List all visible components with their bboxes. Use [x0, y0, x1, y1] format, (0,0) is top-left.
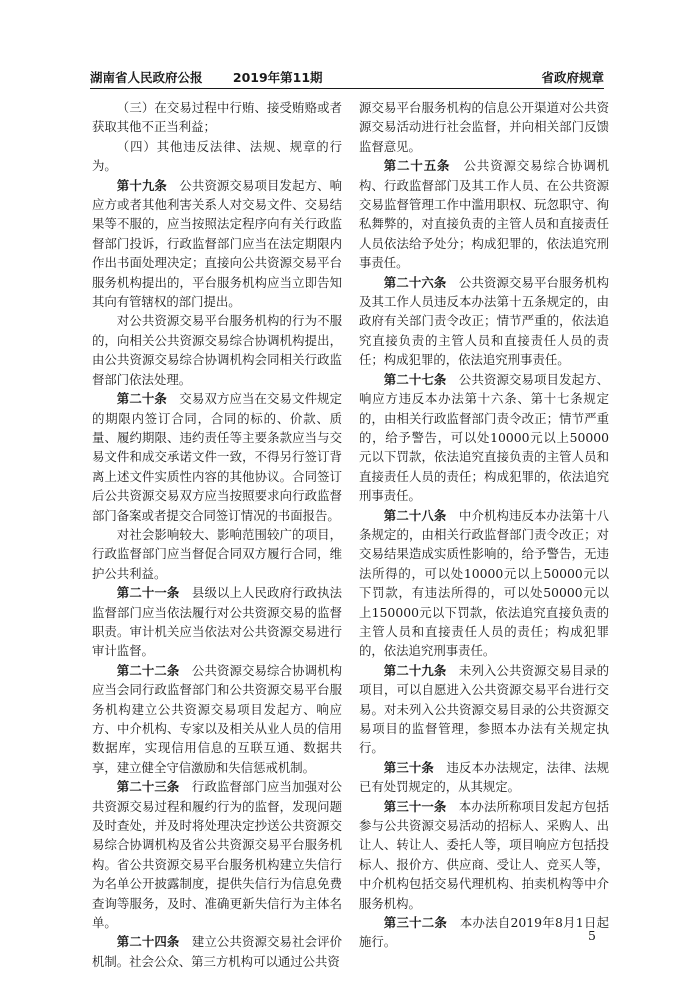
- article-text: 县级以上人民政府行政执法监督部门应当依法履行对公共资源交易的监督职责。审计机关应当依法对公共资源交易进行审计监督。: [92, 585, 343, 659]
- article-number: 第二十五条: [383, 158, 451, 174]
- paragraph: [359, 506, 609, 661]
- paragraph: [359, 797, 609, 913]
- paragraph: [92, 98, 342, 137]
- paragraph: [92, 389, 342, 525]
- article-text: （三）在交易过程中行贿、接受贿赂或者获取其他不正当利益；: [92, 100, 342, 135]
- paragraph: [92, 137, 342, 176]
- article-text: 公共资源交易综合协调机构应当会同行政监督部门和公共资源交易平台服务机构建立公共资源交易项目发起方、响应方、中介机构、专家以及相关从业人员的信用数据库，实现信用信息的互联互通、数据共享，建立健全守信激励和失信惩戒机制。: [92, 662, 343, 775]
- article-number: 第二十二条: [116, 662, 180, 678]
- paragraph: [92, 661, 342, 777]
- article-text: 本办法自2019年8月1日起施行。: [359, 915, 610, 950]
- paragraph: [92, 176, 342, 312]
- journal-title: 湖南省人民政府公报: [90, 70, 203, 85]
- article-text: 违反本办法规定，法律、法规已有处罚规定的，从其规定。: [359, 759, 610, 795]
- article-number: 第二十六条: [383, 274, 447, 290]
- left-column: [92, 98, 342, 971]
- paragraph: [359, 370, 609, 506]
- article-text: 源交易平台服务机构的信息公开渠道对公共资源交易活动进行社会监督，并向相关部门反馈监督意见。: [359, 100, 609, 154]
- article-text: 行政监督部门应当加强对公共资源交易过程和履约行为的监督，发现问题及时查处，并及时将处理决定抄送公共资源交易综合协调机构及省公共资源交易平台服务机构。省公共资源交易平台服务机构建立失信行为名单公开披露制度，提供失信行为信息免费查询等服务，及时、准确更新失信行为主体名单。: [92, 779, 343, 931]
- article-number: 第二十条: [116, 391, 167, 407]
- paragraph: [92, 583, 342, 661]
- page-number: 5: [588, 928, 596, 943]
- header-left: [90, 68, 349, 86]
- issue-number: 2019年第11期: [232, 70, 323, 85]
- article-text: 建立公共资源交易社会评价机制。社会公众、第三方机构可以通过公共资: [92, 934, 343, 969]
- paragraph: [359, 156, 609, 272]
- article-number: 第三十二条: [383, 915, 448, 931]
- article-text: 公共资源交易平台服务机构及其工作人员违反本办法第十五条规定的，由政府有关部门责令改正；情节严重的，依法追究直接负责的主管人员和直接责任人员的责任；构成犯罪的，依法追究刑事责任。: [359, 274, 610, 368]
- paragraph: [92, 525, 342, 583]
- paragraph: [359, 913, 609, 952]
- article-number: 第二十一条: [116, 585, 180, 601]
- article-text: 交易双方应当在交易文件规定的期限内签订合同，合同的标的、价款、质量、履约期限、违约责任等主要条款应当与交易文件和成交承诺文件一致，不得另行签订背离上述文件实质性内容的其他协议。合同签订后公共资源交易双方应当按照要求向行政监督部门备案或者提交合同签订情况的书面报告。: [92, 391, 343, 523]
- article-number: 第二十四条: [116, 934, 180, 950]
- paragraph: [359, 98, 609, 156]
- article-text: 本办法所称项目发起方包括参与公共资源交易活动的招标人、采购人、出让人、转让人、委托人等，项目响应方包括投标人、报价方、供应商、受让人、竞买人等，中介机构包括交易代理机构、拍卖机构等中介服务机构。: [359, 798, 610, 911]
- article-text: 公共资源交易综合协调机构、行政监督部门及其工作人员、在公共资源交易监督管理工作中滥用职权、玩忽职守、徇私舞弊的，对直接负责的主管人员和直接责任人员依法给予处分；构成犯罪的，依法追究刑事责任。: [359, 158, 610, 271]
- article-text: 未列入公共资源交易目录的项目，可以自愿进入公共资源交易平台进行交易。对未列入公共资源交易目录的公共资源交易项目的监督管理，参照本办法有关规定执行。: [359, 662, 610, 756]
- paragraph: [359, 273, 609, 370]
- article-text: （四）其他违反法律、法规、规章的行为。: [92, 138, 342, 174]
- page-header: [90, 68, 604, 88]
- article-text: 公共资源交易项目发起方、响应方或者其他利害关系人对交易文件、交易结果等不服的，应当按照法定程序向有关行政监督部门投诉，行政监督部门应当在法定期限内作出书面处理决定；直接向公共资源交易平台服务机构提出的，平台服务机构应当立即告知其向有管辖权的部门提出。: [92, 177, 343, 310]
- article-number: 第十九条: [116, 177, 167, 193]
- paragraph: [92, 777, 342, 932]
- article-text: 公共资源交易项目发起方、响应方违反本办法第十六条、第十七条规定的，由相关行政监督部门责令改正；情节严重的，给予警告，可以处10000元以上50000元以下罚款，依法追究直接负责的主管人员和直接责任人员的责任；构成犯罪的，依法追究刑事责任。: [359, 371, 610, 504]
- article-text: 对社会影响较大、影响范围较广的项目，行政监督部门应当督促合同双方履行合同，维护公共利益。: [92, 526, 342, 581]
- article-text: 对公共资源交易平台服务机构的行为不服的，向相关公共资源交易综合协调机构提出，由公共资源交易综合协调机构会同相关行政监督部门依法处理。: [92, 313, 342, 387]
- article-number: 第二十七条: [383, 371, 447, 387]
- right-column: [359, 98, 609, 952]
- article-number: 第二十八条: [383, 507, 447, 523]
- paragraph: [359, 661, 609, 758]
- header-rule: [90, 88, 604, 89]
- section-title: 省政府规章: [541, 70, 604, 85]
- paragraph: [92, 311, 342, 389]
- article-number: 第三十一条: [383, 798, 447, 814]
- article-number: 第二十三条: [116, 779, 180, 795]
- paragraph: [359, 758, 609, 797]
- article-text: 中介机构违反本办法第十八条规定的，由相关行政监督部门责令改正；对交易结果造成实质性影响的，给予警告，无违法所得的，可以处10000元以上50000元以下罚款，有违法所得的，可以处50000元以上150000元以下罚款，依法追究直接负责的主管人员和直接责任人员的责任；构成犯罪的，依法追究刑事责任。: [359, 507, 610, 659]
- article-number: 第三十条: [383, 759, 434, 775]
- article-number: 第二十九条: [383, 662, 447, 678]
- paragraph: [92, 932, 342, 971]
